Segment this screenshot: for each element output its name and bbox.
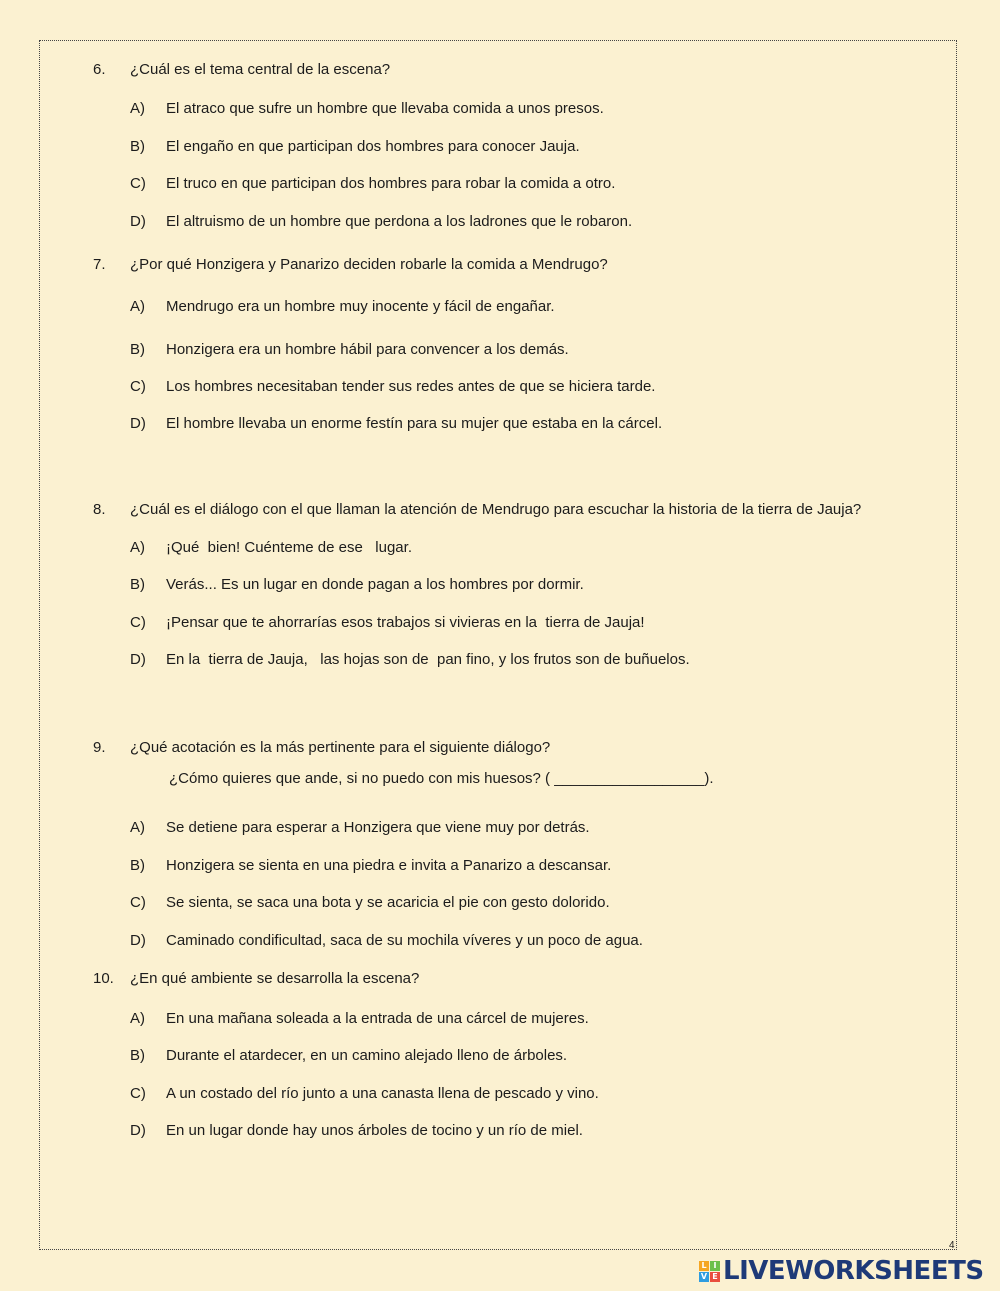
option-letter: D) — [130, 651, 146, 668]
option-text: Honzigera se sienta en una piedra e invita a Panarizo a descansar. — [166, 857, 612, 874]
option-letter: D) — [130, 1122, 146, 1139]
question-text: ¿Por qué Honzigera y Panarizo deciden robarle la comida a Mendrugo? — [130, 256, 608, 273]
option-text: En una mañana soleada a la entrada de una cárcel de mujeres. — [166, 1010, 589, 1027]
option-letter: C) — [130, 894, 146, 911]
option-text: ¡Qué bien! Cuénteme de ese lugar. — [166, 539, 412, 556]
option-letter: D) — [130, 415, 146, 432]
option-letter: A) — [130, 298, 145, 315]
option-letter: B) — [130, 138, 145, 155]
question-text: ¿En qué ambiente se desarrolla la escena? — [130, 970, 420, 987]
question-number: 9. — [93, 739, 106, 756]
question-number: 6. — [93, 61, 106, 78]
question-number: 7. — [93, 256, 106, 273]
question-text: ¿Cuál es el tema central de la escena? — [130, 61, 391, 78]
logo-icon-cell: E — [710, 1272, 720, 1282]
option-text: Mendrugo era un hombre muy inocente y fácil de engañar. — [166, 298, 555, 315]
option-letter: C) — [130, 378, 146, 395]
option-text: Se detiene para esperar a Honzigera que viene muy por detrás. — [166, 819, 590, 836]
option-text: El engaño en que participan dos hombres para conocer Jauja. — [166, 138, 580, 155]
option-text: Se sienta, se saca una bota y se acaricia el pie con gesto dolorido. — [166, 894, 610, 911]
option-letter: B) — [130, 857, 145, 874]
option-letter: B) — [130, 341, 145, 358]
option-text: En un lugar donde hay unos árboles de tocino y un río de miel. — [166, 1122, 583, 1139]
option-letter: B) — [130, 576, 145, 593]
option-letter: A) — [130, 100, 145, 117]
option-letter: A) — [130, 539, 145, 556]
option-text: ¡Pensar que te ahorrarías esos trabajos si vivieras en la tierra de Jauja! — [166, 614, 645, 631]
logo-icon-cell: I — [710, 1261, 720, 1271]
question-number: 8. — [93, 501, 106, 518]
page-number: 4 — [949, 1240, 955, 1251]
question-text: ¿Cuál es el diálogo con el que llaman la atención de Mendrugo para escuchar la historia de la tierra de Jauja? — [130, 501, 862, 518]
option-text: El altruismo de un hombre que perdona a los ladrones que le robaron. — [166, 213, 633, 230]
logo-icon — [699, 1261, 720, 1282]
logo-text: LIVEWORKSHEETS — [723, 1256, 984, 1286]
option-letter: A) — [130, 1010, 145, 1027]
option-text: Durante el atardecer, en un camino alejado lleno de árboles. — [166, 1047, 568, 1064]
option-letter: D) — [130, 932, 146, 949]
option-text: Caminado condificultad, saca de su mochila víveres y un poco de agua. — [166, 932, 643, 949]
option-text: Los hombres necesitaban tender sus redes antes de que se hiciera tarde. — [166, 378, 656, 395]
question-text: ¿Qué acotación es la más pertinente para el siguiente diálogo? — [130, 739, 551, 756]
option-text: El truco en que participan dos hombres para robar la comida a otro. — [166, 175, 616, 192]
option-letter: C) — [130, 1085, 146, 1102]
option-letter: D) — [130, 213, 146, 230]
option-text: El hombre llevaba un enorme festín para su mujer que estaba en la cárcel. — [166, 415, 663, 432]
option-text: A un costado del río junto a una canasta llena de pescado y vino. — [166, 1085, 599, 1102]
option-letter: C) — [130, 175, 146, 192]
option-text: En la tierra de Jauja, las hojas son de pan fino, y los frutos son de buñuelos. — [166, 651, 690, 668]
option-letter: B) — [130, 1047, 145, 1064]
option-text: El atraco que sufre un hombre que llevaba comida a unos presos. — [166, 100, 604, 117]
option-letter: C) — [130, 614, 146, 631]
liveworksheets-logo[interactable] — [699, 1256, 984, 1286]
option-text: Verás... Es un lugar en donde pagan a los hombres por dormir. — [166, 576, 584, 593]
question-number: 10. — [93, 970, 114, 987]
option-letter: A) — [130, 819, 145, 836]
option-text: Honzigera era un hombre hábil para convencer a los demás. — [166, 341, 569, 358]
logo-icon-cell: V — [700, 1271, 708, 1281]
logo-icon-cell: L — [699, 1261, 709, 1271]
dialog-line: ¿Cómo quieres que ande, si no puedo con mis huesos? ( __________________). — [169, 770, 714, 787]
